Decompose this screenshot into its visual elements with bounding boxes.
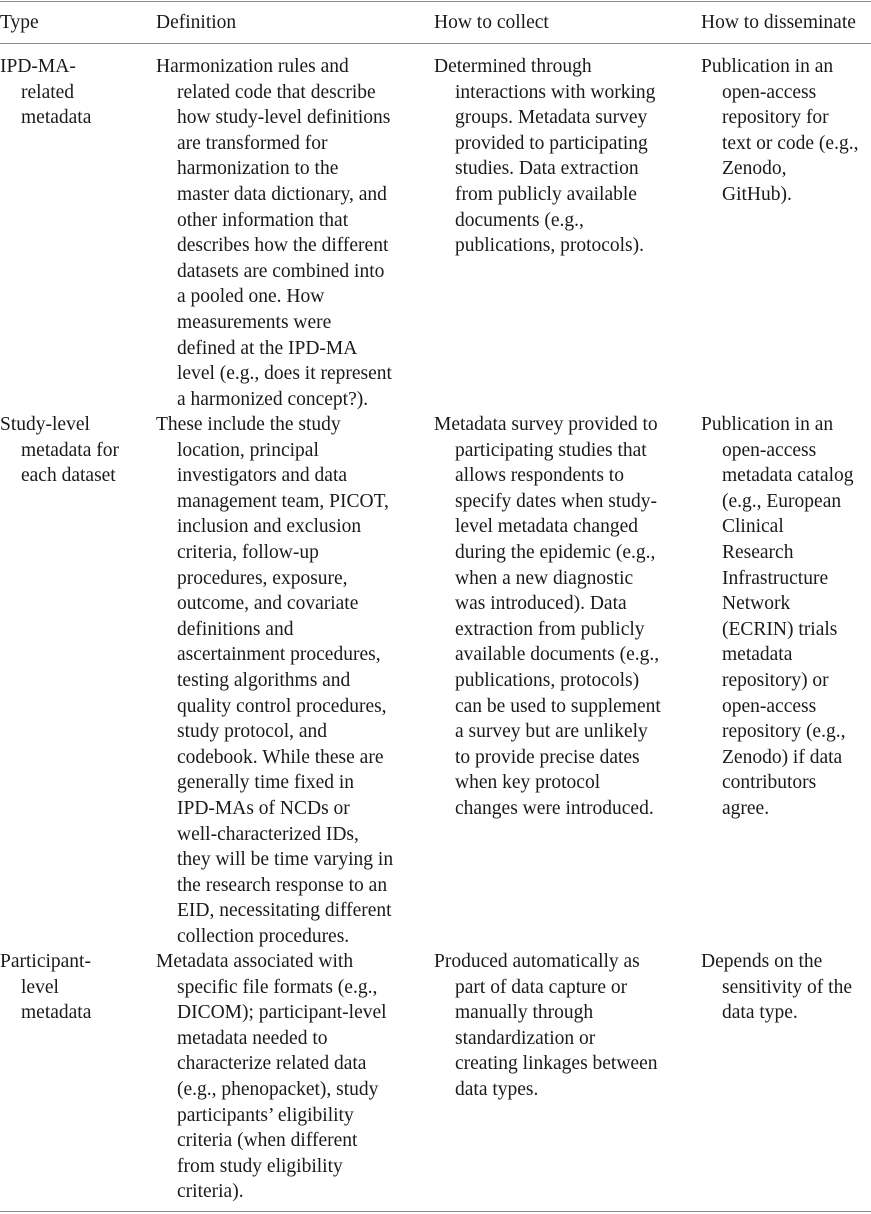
cell-text-line: manually through — [455, 1002, 594, 1024]
cell-text-line: metadata — [722, 644, 793, 666]
cell-text-line: repository) or — [722, 669, 829, 691]
cell-text-line: available documents (e.g., — [455, 644, 660, 666]
cell-text-line: repository (e.g., — [722, 721, 846, 743]
cell-text-line: standardization or — [455, 1027, 596, 1049]
cell-text-line: DICOM); participant-level — [177, 1002, 387, 1024]
cell-text-line: criteria (when different — [177, 1130, 358, 1152]
cell-text-line: Publication in an — [701, 414, 834, 435]
cell-text-line: open-access — [722, 81, 817, 103]
cell-text-line: from study eligibility — [177, 1155, 343, 1177]
cell-how-to-collect — [434, 412, 661, 822]
cell-text-line: open-access — [722, 439, 817, 461]
cell-text-line: testing algorithms and — [177, 669, 351, 691]
cell-text-line: Metadata associated with — [156, 951, 354, 972]
cell-text-line: related — [21, 81, 75, 103]
cell-how-to-collect — [434, 949, 658, 1103]
cell-text-line: master data dictionary, and — [177, 183, 387, 205]
cell-text-line: Participant- — [0, 951, 91, 972]
cell-text-line: well-characterized IDs, — [177, 823, 359, 845]
cell-text-line: specify dates when study- — [455, 490, 657, 512]
cell-text-line: (ECRIN) trials — [722, 618, 838, 640]
cell-text-line: collection procedures. — [177, 925, 350, 947]
cell-text-line: codebook. While these are — [177, 746, 384, 768]
cell-text-line: from publicly available — [455, 183, 637, 205]
cell-text-line: management team, PICOT, — [177, 490, 389, 512]
cell-text-line: criteria, follow-up — [177, 541, 319, 563]
cell-text-line: GitHub). — [722, 183, 792, 205]
cell-text-line: inclusion and exclusion — [177, 516, 362, 538]
cell-text-line: each dataset — [21, 465, 116, 487]
column-header-how-to-disseminate: How to disseminate — [701, 12, 856, 33]
cell-text-line: part of data capture or — [455, 976, 628, 998]
cell-text-line: characterize related data — [177, 1053, 367, 1075]
cell-text-line: repository for — [722, 107, 829, 129]
cell-text-line: when a new diagnostic — [455, 567, 634, 589]
column-header-how-to-collect: How to collect — [434, 12, 549, 33]
cell-text-line: datasets are combined into — [177, 260, 385, 282]
cell-text-line: allows respondents to — [455, 465, 624, 487]
cell-text-line: Research — [722, 541, 794, 563]
cell-text-line: Zenodo, — [722, 158, 787, 180]
cell-definition — [156, 54, 392, 412]
cell-text-line: open-access — [722, 695, 817, 717]
cell-text-line: These include the study — [156, 414, 341, 435]
cell-text-line: EID, necessitating different — [177, 900, 392, 922]
cell-text-line: interactions with working — [455, 81, 656, 103]
cell-text-line: definitions and — [177, 618, 294, 640]
column-header-type: Type — [0, 12, 39, 33]
cell-text-line: (e.g., European — [722, 490, 842, 512]
cell-text-line: generally time fixed in — [177, 772, 355, 794]
cell-text-line: describes how the different — [177, 235, 389, 257]
cell-text-line: contributors — [722, 772, 817, 794]
cell-text-line: how study-level definitions — [177, 107, 391, 129]
cell-text-line: level metadata changed — [455, 516, 638, 538]
cell-text-line: publications, protocols) — [455, 669, 640, 691]
cell-how-to-disseminate — [701, 412, 854, 822]
cell-text-line: publications, protocols). — [455, 235, 645, 257]
cell-text-line: the research response to an — [177, 874, 388, 896]
cell-text-line: Harmonization rules and — [156, 56, 349, 77]
cell-text-line: specific file formats (e.g., — [177, 976, 378, 998]
cell-text-line: Metadata survey provided to — [434, 414, 658, 435]
cell-text-line: metadata — [21, 1002, 92, 1024]
cell-text-line: extraction from publicly — [455, 618, 645, 640]
cell-text-line: IPD-MA- — [0, 56, 76, 77]
cell-text-line: location, principal — [177, 439, 319, 461]
table-bottom-rule — [0, 1211, 871, 1212]
cell-text-line: a harmonized concept?). — [177, 388, 369, 410]
cell-text-line: level — [21, 976, 59, 998]
cell-definition — [156, 412, 393, 949]
header-rule — [0, 43, 871, 44]
cell-text-line: related code that describe — [177, 81, 376, 103]
cell-text-line: are transformed for — [177, 132, 328, 154]
cell-text-line: criteria). — [177, 1181, 244, 1203]
cell-text-line: metadata needed to — [177, 1027, 328, 1049]
cell-text-line: procedures, exposure, — [177, 567, 348, 589]
cell-type — [0, 54, 91, 131]
cell-text-line: during the epidemic (e.g., — [455, 541, 656, 563]
cell-how-to-disseminate — [701, 949, 852, 1026]
cell-text-line: IPD-MAs of NCDs or — [177, 797, 350, 819]
cell-text-line: investigators and data — [177, 465, 348, 487]
cell-text-line: groups. Metadata survey — [455, 107, 648, 129]
cell-text-line: a pooled one. How — [177, 286, 325, 308]
cell-text-line: metadata catalog — [722, 465, 854, 487]
cell-text-line: data types. — [455, 1078, 539, 1100]
cell-text-line: to provide precise dates — [455, 746, 640, 768]
cell-text-line: Determined through — [434, 56, 592, 77]
cell-text-line: studies. Data extraction — [455, 158, 639, 180]
cell-text-line: sensitivity of the — [722, 976, 852, 998]
cell-type — [0, 949, 91, 1026]
cell-text-line: study protocol, and — [177, 721, 328, 743]
cell-text-line: Produced automatically as — [434, 951, 640, 972]
cell-text-line: level (e.g., does it represent — [177, 363, 392, 385]
cell-text-line: ascertainment procedures, — [177, 644, 381, 666]
cell-text-line: Study-level — [0, 414, 90, 435]
cell-text-line: changes were introduced. — [455, 797, 654, 819]
cell-text-line: Depends on the — [701, 951, 823, 972]
cell-text-line: participating studies that — [455, 439, 647, 461]
cell-text-line: when key protocol — [455, 772, 601, 794]
cell-definition — [156, 949, 387, 1205]
cell-text-line: Infrastructure — [722, 567, 829, 589]
cell-text-line: text or code (e.g., — [722, 132, 859, 154]
cell-how-to-collect — [434, 54, 655, 259]
cell-text-line: (e.g., phenopacket), study — [177, 1078, 379, 1100]
cell-text-line: provided to participating — [455, 132, 648, 154]
cell-text-line: quality control procedures, — [177, 695, 387, 717]
cell-text-line: was introduced). Data — [455, 593, 627, 615]
column-header-definition: Definition — [156, 12, 237, 33]
cell-text-line: agree. — [722, 797, 770, 819]
cell-text-line: can be used to supplement — [455, 695, 661, 717]
cell-text-line: creating linkages between — [455, 1053, 658, 1075]
cell-text-line: defined at the IPD-MA — [177, 337, 358, 359]
table-top-rule — [0, 1, 871, 2]
cell-text-line: harmonization to the — [177, 158, 339, 180]
cell-text-line: a survey but are unlikely — [455, 721, 648, 743]
cell-text-line: they will be time varying in — [177, 849, 394, 871]
cell-text-line: measurements were — [177, 311, 332, 333]
cell-how-to-disseminate — [701, 54, 858, 208]
cell-text-line: metadata — [21, 107, 92, 129]
cell-text-line: participants’ eligibility — [177, 1104, 354, 1126]
cell-text-line: data type. — [722, 1002, 798, 1024]
cell-text-line: Publication in an — [701, 56, 834, 77]
cell-text-line: Clinical — [722, 516, 784, 538]
cell-text-line: Network — [722, 593, 791, 615]
cell-text-line: Zenodo) if data — [722, 746, 843, 768]
cell-text-line: documents (e.g., — [455, 209, 584, 231]
cell-text-line: metadata for — [21, 439, 119, 461]
cell-text-line: other information that — [177, 209, 349, 231]
cell-type — [0, 412, 119, 489]
cell-text-line: outcome, and covariate — [177, 593, 359, 615]
